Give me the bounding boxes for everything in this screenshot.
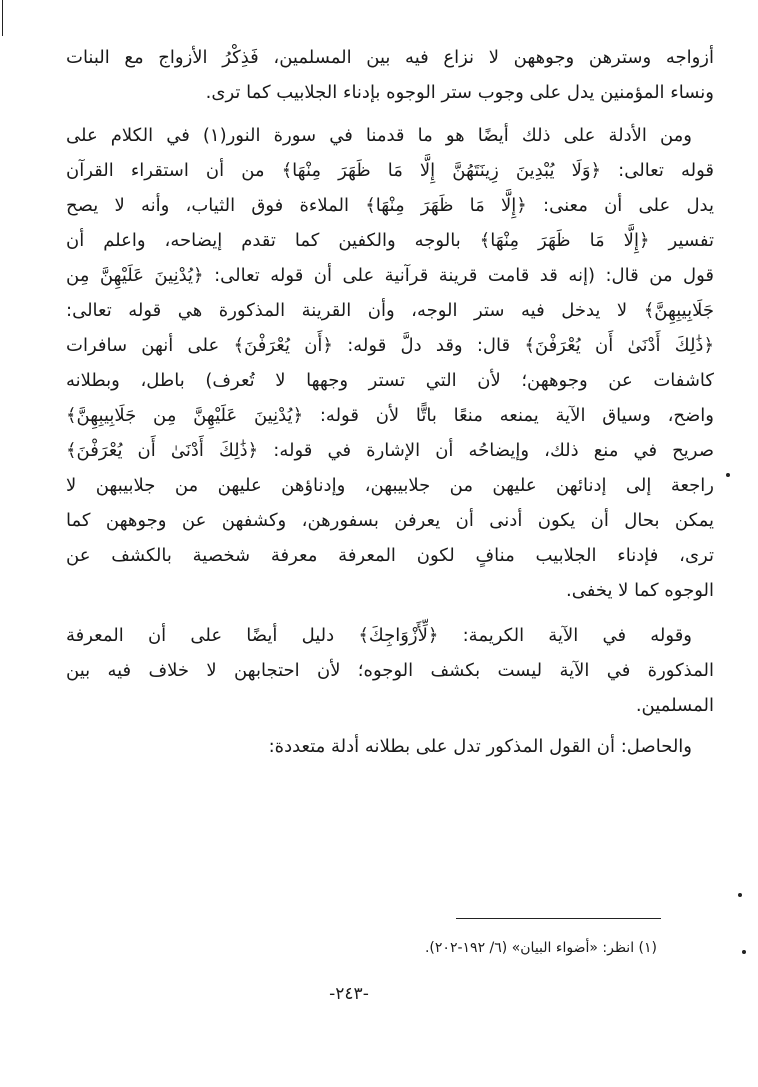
scan-edge-line <box>2 0 3 36</box>
text-line: كاشفات عن وجوههن؛ لأن التي تستر وجهها لا تُعرف) باطل، وبطلانه <box>66 370 714 391</box>
text-line: أزواجه وسترهن وجوههن لا نزاع فيه بين المسلمين، فَذِكْرُ الأزواج مع البنات <box>66 47 714 68</box>
text-line: راجعة إلى إدنائهن عليهن من جلابيبهن، وإدناؤهن عليهن من جلابيبهن لا <box>66 475 714 496</box>
text-line: الوجوه كما لا يخفى. <box>566 580 714 601</box>
main-text <box>66 40 714 764</box>
text-line: يمكن بحال أن يكون أدنى أن يعرفن بسفورهن، وكشفهن عن وجوههن كما <box>66 510 714 531</box>
text-line: والحاصل: أن القول المذكور تدل على بطلانه أدلة متعددة: <box>268 736 692 757</box>
scan-speck <box>742 950 746 954</box>
footnote-separator <box>456 918 661 919</box>
footnote: (١) انظر: «أضواء البيان» (٦/ ١٩٢-٢٠٢). <box>424 940 657 956</box>
scan-speck <box>726 473 730 477</box>
text-line: قوله تعالى: ﴿وَلَا يُبْدِينَ زِينَتَهُنَّ إِلَّا مَا ظَهَرَ مِنْهَا﴾ من أن استقراء القرآن <box>66 160 714 181</box>
text-line: يدل على أن معنى: ﴿إِلَّا مَا ظَهَرَ مِنْهَا﴾ الملاءة فوق الثياب، وأنه لا يصح <box>66 195 714 216</box>
text-line: المسلمين. <box>635 695 714 716</box>
text-line: صريح في منع ذلك، وإيضاحُه أن الإشارة في قوله: ﴿ذَٰلِكَ أَدْنَىٰ أَن يُعْرَفْنَ﴾ <box>66 440 714 461</box>
text-line: وقوله في الآية الكريمة: ﴿لِّأَزْوَاجِكَ﴾ دليل أيضًا على أن المعرفة <box>66 625 692 646</box>
text-line: ونساء المؤمنين يدل على وجوب ستر الوجوه بإدناء الجلابيب كما ترى. <box>205 82 714 103</box>
text-line: تفسير ﴿إِلَّا مَا ظَهَرَ مِنْهَا﴾ بالوجه والكفين كما تقدم إيضاحه، واعلم أن <box>66 230 714 251</box>
text-line: قول من قال: (إنه قد قامت قرينة قرآنية على أن قوله تعالى: ﴿يُدْنِينَ عَلَيْهِنَّ مِن <box>66 265 714 286</box>
text-line: ترى، فإدناء الجلابيب منافٍ لكون المعرفة معرفة شخصية بالكشف عن <box>66 545 714 566</box>
text-line: المذكورة في الآية ليست بكشف الوجوه؛ لأن احتجابهن لا خلاف فيه بين <box>66 660 714 681</box>
text-line: واضح، وسياق الآية يمنعه منعًا باتًّا لأن قوله: ﴿يُدْنِينَ عَلَيْهِنَّ مِن جَلَابِيبِهِنَّ﴾ <box>66 405 714 426</box>
text-line: جَلَابِيبِهِنَّ﴾ لا يدخل فيه ستر الوجه، وأن القرينة المذكورة هي قوله تعالى: <box>66 300 714 321</box>
page-number: -٢٤٣- <box>329 984 369 1004</box>
text-line: ﴿ذَٰلِكَ أَدْنَىٰ أَن يُعْرَفْنَ﴾ قال: وقد دلَّ قوله: ﴿أَن يُعْرَفْنَ﴾ على أنهن سافرات <box>66 335 714 356</box>
text-line: ومن الأدلة على ذلك أيضًا هو ما قدمنا في سورة النور(١) في الكلام على <box>66 125 692 146</box>
scan-speck <box>738 893 742 897</box>
